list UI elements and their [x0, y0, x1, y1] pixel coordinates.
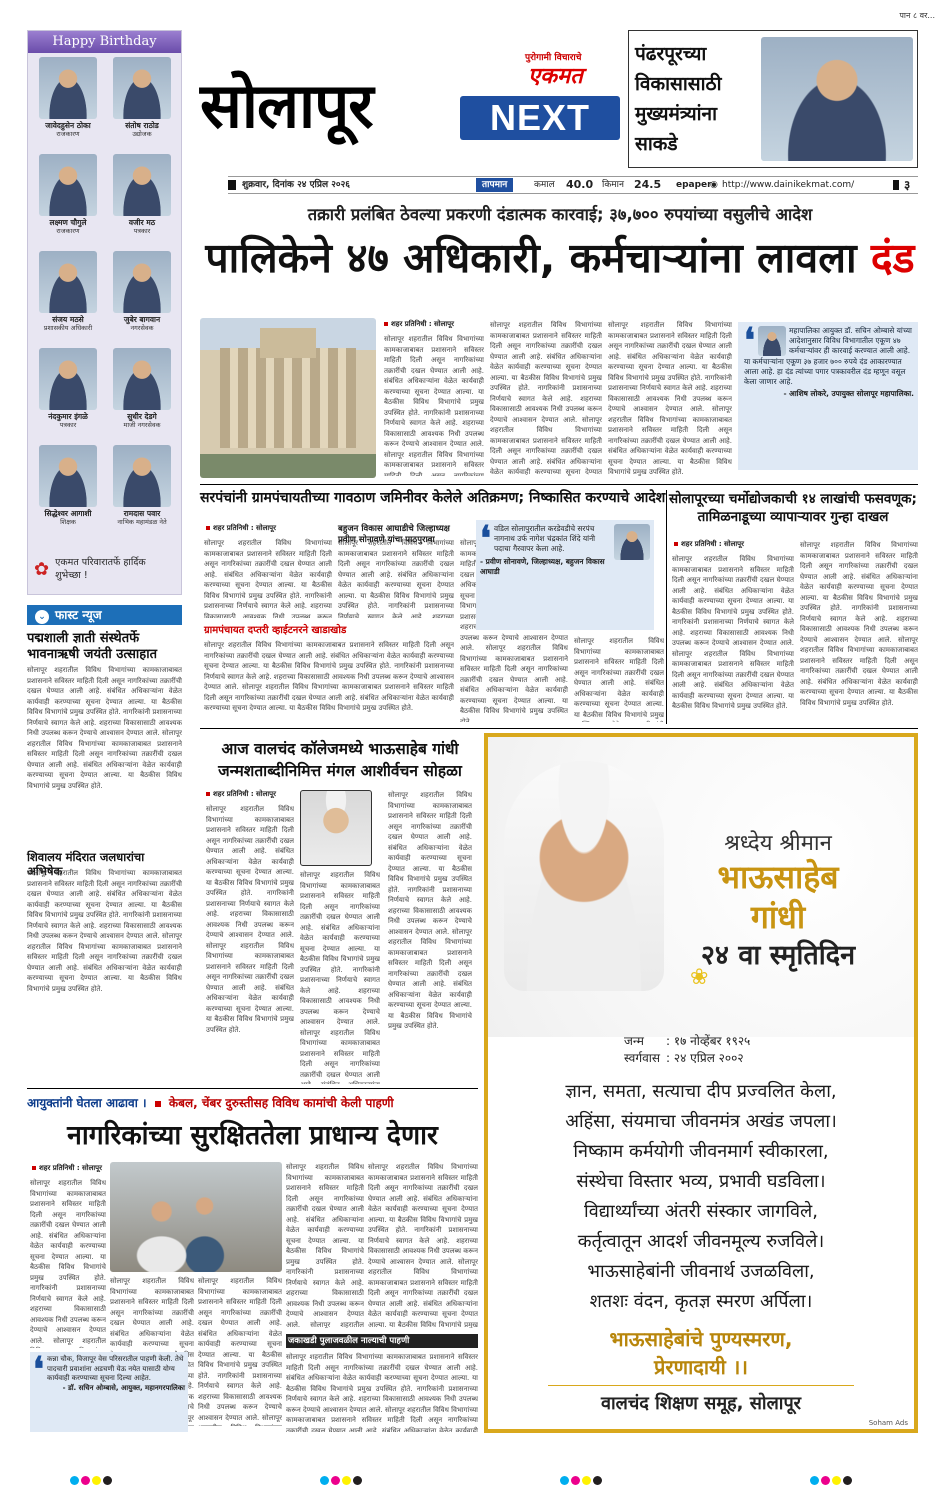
- safety-kicker-2: केबल, चेंबर दुरुस्तीसह विविध कामांची केली पाहणी: [168, 1096, 394, 1110]
- birthday-name: संतोष राठोड: [125, 121, 159, 130]
- birthday-name: नंदकुमार इंगळे: [48, 412, 88, 421]
- birthday-name: सिद्धेश्वर आगाशी: [44, 509, 92, 518]
- fast-news-title-2: शिवालय मंदिरात जलधारांचा अभिषेक: [27, 850, 145, 878]
- lead-quote-author: - आशिष लोकरे, उपायुक्त सोलापूर महापालिका.: [783, 389, 914, 399]
- birthday-person: [108, 251, 176, 332]
- bridge-headline: जकाखडी पुलाजवळील नाल्याची पाहणी: [288, 1336, 410, 1346]
- cmyk-dot: [342, 1476, 351, 1485]
- safety-col-5: [368, 1162, 478, 1328]
- ad-death: : २४ एप्रिल २००२: [666, 1051, 744, 1065]
- cmyk-dot: [571, 1476, 580, 1485]
- safety-col-3: [198, 1276, 282, 1426]
- birthday-role: पत्रकार: [133, 227, 151, 235]
- chevron-down-icon: ⌄: [35, 610, 49, 624]
- bridge-body: [286, 1352, 478, 1432]
- masthead-tagline: पुरोगामी विचाराचे: [525, 53, 582, 63]
- globe-icon: ◉: [710, 180, 718, 190]
- birthday-person: [34, 57, 102, 138]
- ad-poem-line: विद्यार्थ्यांच्या अंतरी संस्कार जागविले,: [584, 1201, 818, 1222]
- lead-quote-text: महापालिका आयुक्त डॉ. सचिन ओम्बासे यांच्या आदेशानुसार विविध विभागातील एकूण ४७ कर्मचाऱ्यांवर ही कारवाई करण्यात आली आहे. या कर्मचाऱ्यांना एकूण ३७ हजार ७०० रुपये दंड आकारण्यात आला आहे. हा दंड त्यांच्या पगार पत्रकावरील दंड म्हणून वसूल केला जाणार आहे.: [744, 326, 912, 387]
- fraud-headline: सोलापूरच्या चर्मोद्योजकाची १४ लाखांची फसवणूक; तामिळनाडूच्या व्यापाऱ्यावर गुन्हा दाखल: [669, 491, 917, 525]
- birthday-name: जावेदहुसेन ठोका: [45, 121, 91, 130]
- birthday-name: रामदास पवार: [123, 509, 161, 518]
- flower-icon: ✿: [34, 558, 50, 580]
- walchand-col-1: [206, 804, 294, 1084]
- lead-headline-red: दंड: [870, 234, 915, 282]
- promo-photo: [761, 37, 913, 161]
- birthday-name: संजय मठसे: [52, 315, 84, 324]
- quote-mark-icon: ❛: [744, 321, 755, 361]
- avatar: [39, 445, 97, 507]
- lead-col-2: [490, 320, 602, 476]
- birthday-person: [34, 154, 102, 235]
- birthday-role: प्रशासकीय अधिकारी: [43, 324, 93, 332]
- cmyk-dot-group: [70, 1470, 114, 1489]
- quote-mark-icon: ❛: [480, 519, 491, 559]
- birthday-person: [108, 57, 176, 138]
- birthday-role: नाभिक महामंडळ नेते: [117, 518, 167, 526]
- safety-quote-text: कन्ना चौक, विजापूर वेस परिसरातील पाहणी केली. तेथे पादचारी प्रवाशांना अडचणी येऊ नयेत यासाठी योग्य कार्यवाही करण्याच्या सूचना दिल्या आहेत.: [46, 1355, 184, 1383]
- birthday-title: Happy Birthday: [28, 31, 181, 53]
- cmyk-dot: [103, 1476, 112, 1485]
- cmyk-dot-group: [810, 1470, 854, 1489]
- birthday-role: पत्रकार: [59, 421, 77, 429]
- walchand-col-2: [300, 870, 380, 1084]
- birthday-person: [108, 154, 176, 235]
- birthday-role: राजकारण: [56, 227, 80, 235]
- max-temp: 40.0: [566, 178, 594, 191]
- lead-byline: शहर प्रतिनिधी : सोलापूर: [384, 320, 484, 329]
- safety-quote-box: [30, 1352, 188, 1432]
- bhausaheb-gandhi-photo: [300, 790, 372, 866]
- flower-icon: ❀: [690, 965, 709, 990]
- encroach-col-2: [338, 538, 454, 618]
- cmyk-dot: [560, 1476, 569, 1485]
- ad-poem-line: भाऊसाहेबांनी जीवनार्थ उजळविला,: [587, 1261, 815, 1282]
- fast-news-body-1: [27, 665, 182, 845]
- cmyk-dot: [843, 1476, 852, 1485]
- ad-closing-1: भाऊसाहेबांचे पुण्यस्मरण,: [609, 1327, 793, 1351]
- corporation-building-photo: [200, 318, 376, 478]
- fast-news-title-1: पद्मशाली ज्ञाती संस्थेतर्फे भावनाऋषी जयंती उत्साहात: [27, 631, 157, 662]
- sonawane-photo: [614, 524, 650, 560]
- birthday-name: लक्ष्मण चौगुले: [49, 218, 87, 227]
- encroach-headline: सरपंचांनी ग्रामपंचायतीच्या गावठाण जमिनीवर केलेले अतिक्रमण; निष्कासित करण्याचे आदेश: [200, 490, 666, 506]
- registration-marks: [0, 1470, 945, 1482]
- safety-col-4: [286, 1162, 364, 1328]
- lead-headline-text: पालिकेने ४७ अधिकारी, कर्मचाऱ्यांना लावला: [205, 234, 857, 282]
- safety-byline: शहर प्रतिनिधी : सोलापूर: [32, 1164, 132, 1173]
- encroach-quote-author: - प्रवीण सोनावणे, जिल्हाध्यक्ष, बहुजन विकास आघाडी: [480, 556, 605, 576]
- next-text: NEXT: [489, 97, 590, 138]
- safety-headline: नागरिकांच्या सुरक्षिततेला प्राधान्य देणार: [67, 1120, 438, 1151]
- walchand-col-3: [388, 790, 472, 1084]
- cmyk-dot: [593, 1476, 602, 1485]
- ad-birth: : १७ नोव्हेंबर १९२५: [666, 1034, 751, 1048]
- cmyk-dot: [331, 1476, 340, 1485]
- fast-news-label: [27, 605, 182, 625]
- avatar: [113, 154, 171, 216]
- fraud-byline: शहर प्रतिनिधी : सोलापूर: [674, 540, 794, 549]
- cmyk-dot: [821, 1476, 830, 1485]
- birthday-role: उद्योजक: [132, 130, 152, 138]
- encroach-byline: शहर प्रतिनिधी : सोलापूर: [206, 524, 326, 533]
- ad-credit: Soham Ads: [868, 1419, 908, 1427]
- lead-headline: [200, 236, 920, 281]
- birthday-role: माजी नगरसेवक: [123, 421, 161, 429]
- safety-quote-author: - डॉ. सचिन ओम्बासे, आयुक्त, महानगरपालिका: [62, 1383, 185, 1392]
- lead-col-3: [608, 320, 732, 476]
- ad-poem-line: निष्काम कर्मयोगी जीवनमार्ग स्वीकारला,: [573, 1141, 829, 1162]
- birthday-person: [34, 348, 102, 429]
- birthday-footer: एकमत परिवारातर्फे हार्दिक शुभेच्छा !: [55, 557, 146, 581]
- birthday-role: नगरसेवक: [130, 324, 154, 332]
- lead-quote-box: [738, 322, 918, 470]
- ad-occasion: २४ वा स्मृतिदिन: [700, 940, 856, 971]
- birthday-role: शिक्षक: [60, 518, 76, 526]
- epaper-label: epaper: [676, 180, 712, 190]
- avatar: [113, 445, 171, 507]
- ad-name-1: भाऊसाहेब: [717, 858, 839, 896]
- avatar: [39, 251, 97, 313]
- encroach-sub-bottom: बहुजन विकास आघाडीचे जिल्हाध्यक्ष प्रवीण सोनावणे यांचा पाठपुरावा: [338, 524, 450, 545]
- encroach-col-1: [204, 538, 332, 618]
- cmyk-dot: [810, 1476, 819, 1485]
- ad-sponsor: वालचंद शिक्षण समूह, सोलापूर: [600, 1393, 802, 1414]
- birthday-person: [34, 251, 102, 332]
- birthday-name: जुबेर बागवान: [123, 315, 161, 324]
- website-link[interactable]: http://www.dainikekmat.com/: [722, 180, 855, 190]
- cmyk-dot: [70, 1476, 79, 1485]
- birthday-role: राजकारण: [56, 130, 80, 138]
- ad-poem-line: अहिंसा, संयमाचा जीवनमंत्र अखंड जपला।: [565, 1111, 837, 1132]
- avatar: [39, 154, 97, 216]
- ad-poem-line: संस्थेचा विस्तार भव्य, प्रभावी घडविला।: [576, 1171, 826, 1192]
- memorial-ad[interactable]: [484, 733, 918, 1433]
- cmyk-dot: [832, 1476, 841, 1485]
- avatar: [113, 251, 171, 313]
- cmyk-dot-group: [320, 1470, 364, 1489]
- birthday-panel: [27, 30, 182, 595]
- min-temp-label: किमान: [602, 180, 624, 190]
- masthead-title: सोलापूर: [200, 69, 373, 142]
- encroach-quote-box: [476, 520, 654, 630]
- ad-birth-label: जन्म: [624, 1034, 644, 1048]
- encroach-col-3: [204, 640, 454, 722]
- cmyk-dot: [582, 1476, 591, 1485]
- ad-name-2: गांधी: [750, 898, 806, 936]
- encroach-sub-red: ग्रामपंचायत दप्तरी व्हाईटनरने खाडाखोड: [204, 625, 347, 636]
- ad-death-label: स्वर्गवास: [624, 1051, 660, 1065]
- date-bar: [228, 176, 918, 194]
- fraud-col-1: [672, 554, 794, 722]
- walchand-byline: शहर प्रतिनिधी : सोलापूर: [206, 790, 306, 799]
- cmyk-dot: [353, 1476, 362, 1485]
- page-corner-note: पान ८ वर...: [899, 11, 935, 20]
- fast-news-body-2: [27, 868, 182, 1078]
- issue-date: शुक्रवार, दिनांक २४ एप्रिल २०२६: [242, 180, 350, 190]
- birthday-name: वजीर मठ: [128, 218, 156, 227]
- max-temp-label: कमाल: [534, 180, 555, 190]
- ad-salutation: श्रध्देय श्रीमान: [724, 831, 832, 856]
- avatar: [39, 348, 97, 410]
- avatar: [39, 57, 97, 119]
- avatar: [113, 57, 171, 119]
- quote-mark-icon: ❛: [33, 1350, 44, 1390]
- cmyk-dot-group: [560, 1470, 604, 1489]
- commissioner-photo: [758, 326, 786, 356]
- fraud-col-2: [800, 540, 918, 722]
- birthday-name: सुधीर देडगे: [127, 412, 157, 421]
- inspection-photo: [110, 1162, 282, 1272]
- page-number: ३: [904, 178, 911, 192]
- cmyk-dot: [92, 1476, 101, 1485]
- lead-col-1: [384, 334, 484, 476]
- temp-label: तापमान: [476, 178, 513, 192]
- encroach-col-5: [574, 636, 664, 722]
- safety-kicker-1: आयुक्तांनी घेतला आढावा ।: [27, 1096, 147, 1110]
- min-temp: 24.5: [634, 178, 662, 191]
- safety-col-1: [30, 1178, 106, 1348]
- fast-news-text: फास्ट न्यूज: [55, 608, 102, 622]
- masthead-next-logo: [460, 96, 620, 140]
- avatar: [113, 348, 171, 410]
- ad-closing-2: प्रेरणादायी ।।: [654, 1355, 748, 1379]
- ad-poem-line: ज्ञान, समता, सत्याचा दीप प्रज्वलित केला,: [565, 1081, 837, 1102]
- birthday-person: [108, 445, 176, 526]
- promo-text: पंढरपूरच्या विकासासाठी मुख्यमंत्र्यांना साकडे: [635, 43, 722, 155]
- lead-kicker: तक्रारी प्रलंबित ठेवल्या प्रकरणी दंडात्मक कारवाई; ३७,७०० रुपयांच्या वसुलीचे आदेश: [307, 205, 813, 224]
- cmyk-dot: [320, 1476, 329, 1485]
- promo-box[interactable]: [628, 30, 918, 168]
- ad-poem-line: शतशः वंदन, कृतज्ञ स्मरण अर्पिला।: [589, 1291, 813, 1312]
- birthday-person: [108, 348, 176, 429]
- walchand-headline: आज वालचंद कॉलेजमध्ये भाऊसाहेब गांधी जन्मशताब्दीनिमित्त मंगल आशीर्वचन सोहळा: [218, 740, 462, 780]
- cmyk-dot: [81, 1476, 90, 1485]
- ad-poem-line: कर्तृत्वातून आदर्श जीवनमूल्य रुजविले।: [577, 1231, 825, 1252]
- encroach-quote-text: वडिल सोलापुरातील करडेवडीचे सरपंच नागनाथ उर्फ नागेश चंद्रकांत शिंदे यांनी पदाचा गैरवापर केला आहे.: [493, 524, 596, 554]
- safety-kicker: [27, 1094, 478, 1111]
- masthead-brand: एकमत: [528, 64, 583, 89]
- birthday-person: [34, 445, 102, 526]
